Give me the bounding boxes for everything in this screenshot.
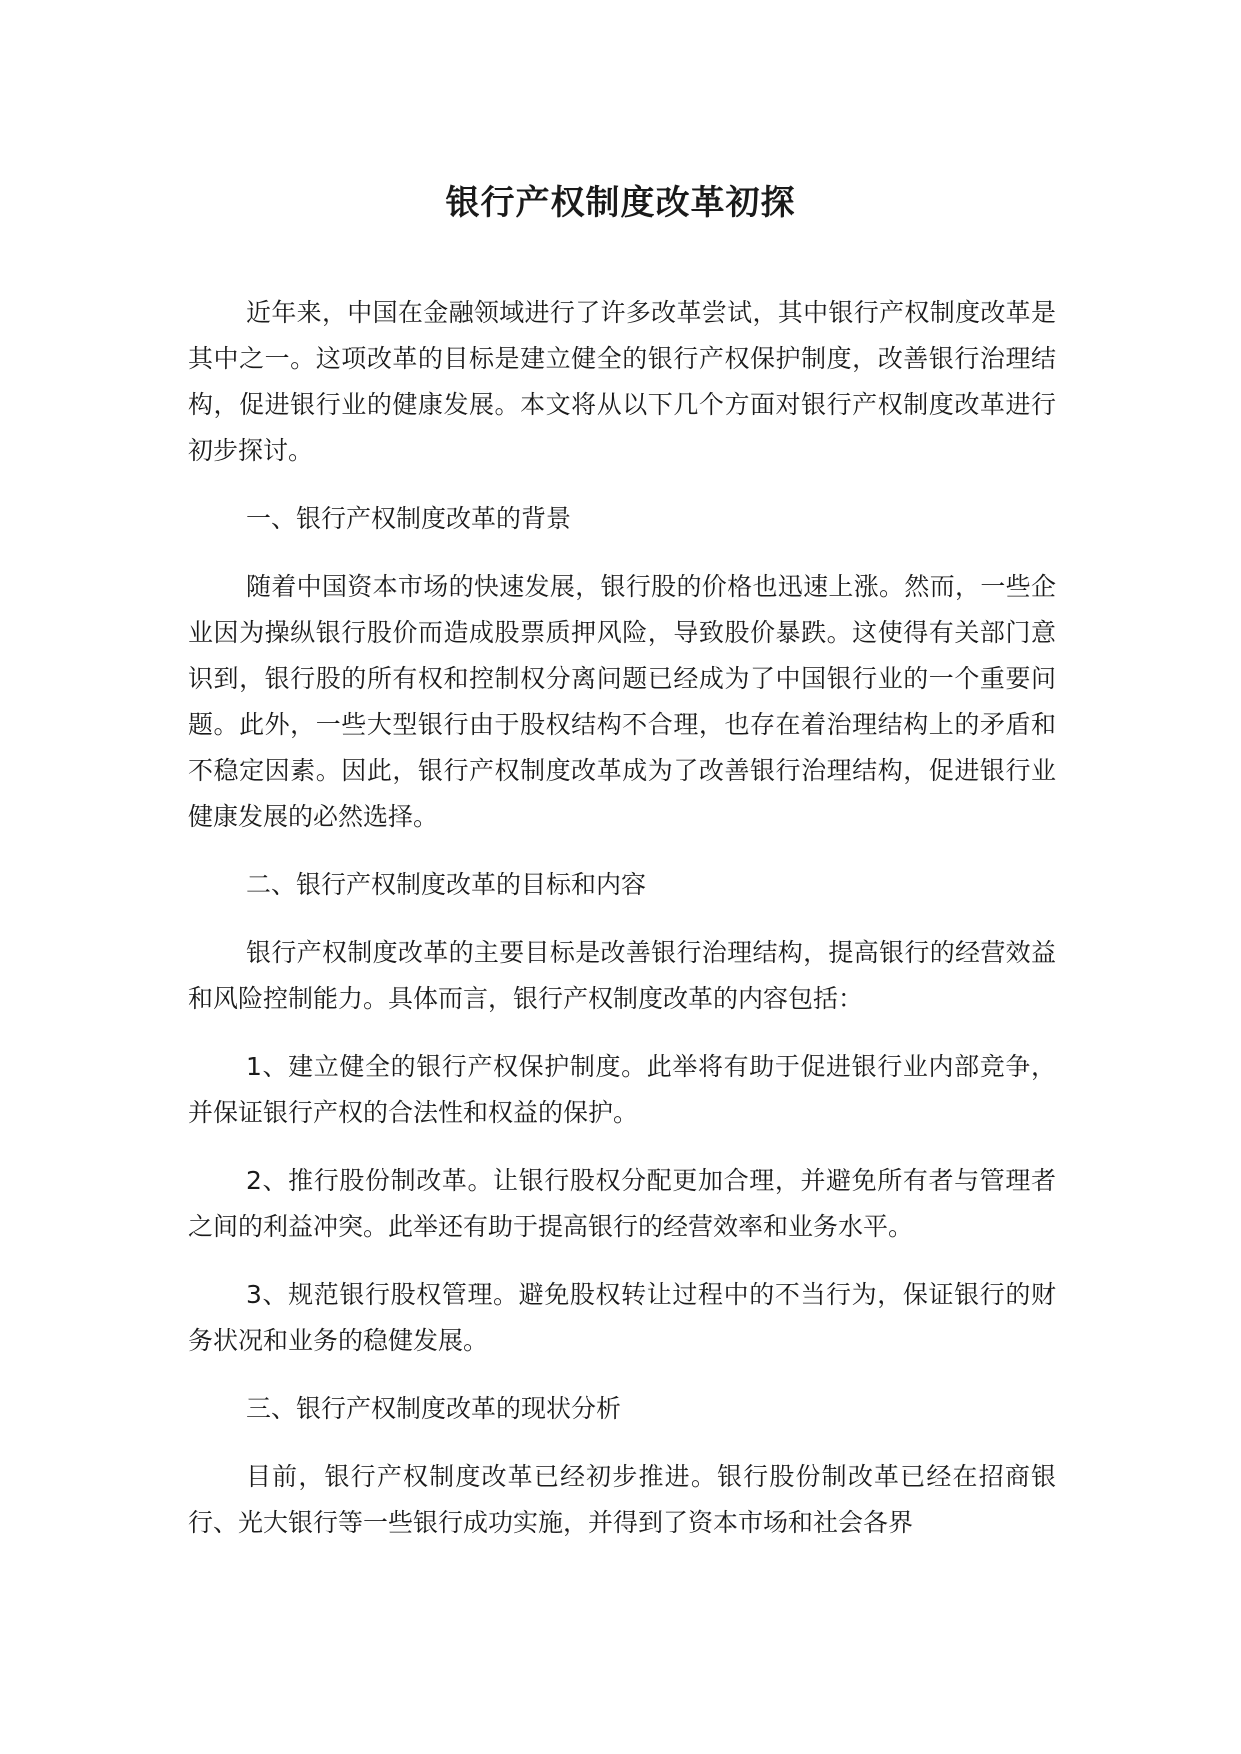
section-3-heading: 三、银行产权制度改革的现状分析 xyxy=(246,1394,622,1423)
intro-paragraph: 近年来，中国在金融领域进行了许多改革尝试，其中银行产权制度改革是其中之一。这项改革的目标是建立健全的银行产权保护制度，改善银行治理结构，促进银行业的健康发展。本文将从以下几个方面对银行产权制度改革进行初步探讨。 xyxy=(188,298,1056,465)
document-title: 银行产权制度改革初探 xyxy=(445,183,796,223)
section-2-item-2: 2、推行股份制改革。让银行股权分配更加合理，并避免所有者与管理者之间的利益冲突。此举还有助于提高银行的经营效率和业务水平。 xyxy=(188,1166,1056,1241)
section-2-paragraph: 银行产权制度改革的主要目标是改善银行治理结构，提高银行的经营效益和风险控制能力。具体而言，银行产权制度改革的内容包括： xyxy=(188,938,1056,1013)
section-2-heading: 二、银行产权制度改革的目标和内容 xyxy=(246,870,647,899)
section-1-paragraph: 随着中国资本市场的快速发展，银行股的价格也迅速上涨。然而，一些企业因为操纵银行股价而造成股票质押风险，导致股价暴跌。这使得有关部门意识到，银行股的所有权和控制权分离问题已经成为了中国银行业的一个重要问题。此外，一些大型银行由于股权结构不合理，也存在着治理结构上的矛盾和不稳定因素。因此，银行产权制度改革成为了改善银行治理结构，促进银行业健康发展的必然选择。 xyxy=(188,572,1056,831)
document-body xyxy=(188,290,1056,1546)
section-3-paragraph: 目前，银行产权制度改革已经初步推进。银行股份制改革已经在招商银行、光大银行等一些银行成功实施，并得到了资本市场和社会各界 xyxy=(188,1462,1056,1537)
section-1-heading: 一、银行产权制度改革的背景 xyxy=(246,504,572,533)
section-2-item-1: 1、建立健全的银行产权保护制度。此举将有助于促进银行业内部竞争，并保证银行产权的合法性和权益的保护。 xyxy=(188,1052,1056,1127)
section-2-item-3: 3、规范银行股权管理。避免股权转让过程中的不当行为，保证银行的财务状况和业务的稳健发展。 xyxy=(188,1280,1056,1355)
